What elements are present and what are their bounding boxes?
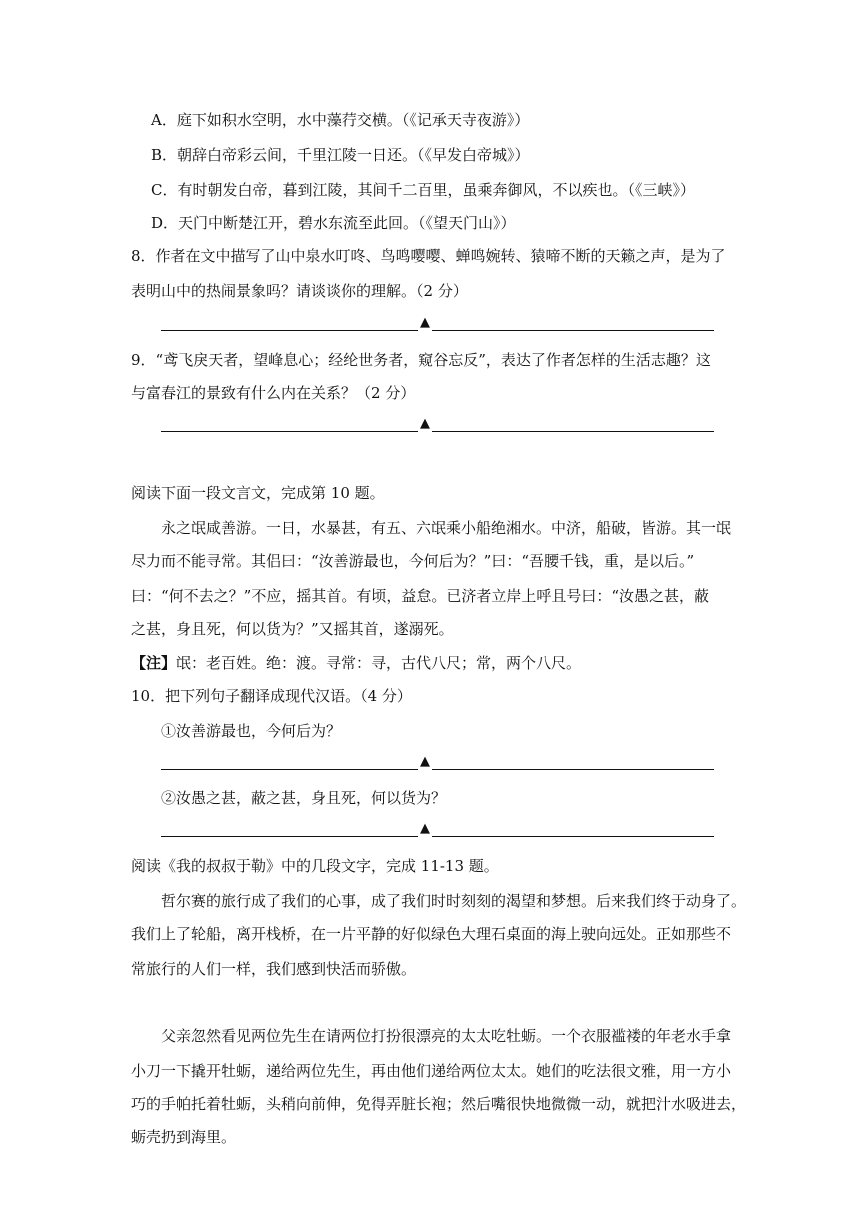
- q7-option-a: A．庭下如积水空明，水中藻荇交横。（《记承天寺夜游》）: [151, 111, 530, 129]
- q9-answer-line[interactable]: [161, 416, 714, 436]
- passage2-line: 常旅行的人们一样，我们感到快活而骄傲。: [131, 960, 417, 978]
- q7-option-d: D．天门中断楚江开，碧水东流至此回。（《望天门山》）: [151, 214, 516, 232]
- answer-underline: [161, 330, 714, 331]
- q10-item1-answer-line[interactable]: [161, 754, 714, 774]
- answer-marker-icon: ▲: [420, 754, 430, 769]
- passage2-line: 哲尔赛的旅行成了我们的心事，成了我们时时刻刻的渴望和梦想。后来我们终于动身了。: [161, 892, 747, 910]
- passage1-line: 尽力而不能寻常。其侣曰：“汝善游最也，今何后为？”曰：“吾腰千钱，重，是以后。”: [131, 552, 695, 570]
- answer-underline: [161, 431, 714, 432]
- q10-item2-answer-line[interactable]: [161, 821, 714, 841]
- q10-question-title: 10．把下列句子翻译成现代汉语。（4 分）: [131, 687, 412, 705]
- answer-underline: [161, 836, 714, 837]
- q8-question-line2: 表明山中的热闹景象吗？请谈谈你的理解。（2 分）: [131, 282, 468, 300]
- note-text: 氓：老百姓。绝：渡。寻常：寻，古代八尺；常，两个八尺。: [176, 654, 582, 672]
- q10-item-1: ①汝善游最也，今何后为？: [161, 722, 342, 740]
- note-label: 【注】: [131, 654, 177, 672]
- answer-marker-icon: ▲: [420, 416, 430, 431]
- passage1-line: 永之氓咸善游。一日，水暴甚，有五、六氓乘小船绝湘水。中济，船破，皆游。其一氓: [161, 519, 732, 537]
- answer-underline: [161, 769, 714, 770]
- passage1-line: 曰：“何不去之？”不应，摇其首。有顷，益怠。已济者立岸上呼且号曰：“汝愚之甚，蔽: [131, 587, 710, 605]
- q9-question-line2: 与富春江的景致有什么内在关系？（2 分）: [131, 384, 416, 402]
- passage2-line: 父亲忽然看见两位先生在请两位打扮很漂亮的太太吃牡蛎。一个衣服褴褛的年老水手拿: [161, 1027, 732, 1045]
- q8-answer-line[interactable]: [161, 315, 714, 335]
- passage1-line: 之甚，身且死，何以货为？”又摇其首，遂溺死。: [131, 620, 454, 638]
- passage2-line: 小刀一下撬开牡蛎，递给两位先生，再由他们递给两位太太。她们的吃法很文雅，用一方小: [131, 1062, 732, 1080]
- q10-item-2: ②汝愚之甚，蔽之甚，身且死，何以货为？: [161, 789, 447, 807]
- q7-option-c: C．有时朝发白帝，暮到江陵，其间千二百里，虽乘奔御风，不以疾也。（《三峡》）: [151, 181, 695, 199]
- q10-section-intro: 阅读下面一段文言文，完成第 10 题。: [131, 484, 385, 502]
- q8-question-line1: 8．作者在文中描写了山中泉水叮咚、鸟鸣嘤嘤、蝉鸣婉转、猿啼不断的天籁之声，是为了: [131, 247, 726, 265]
- q9-question-line1: 9．“鸢飞戾天者，望峰息心；经纶世务者，窥谷忘反”，表达了作者怎样的生活志趣？这: [131, 351, 711, 369]
- annotation-note: [131, 653, 581, 673]
- passage2-line: 巧的手帕托着牡蛎，头稍向前伸，免得弄脏长袍；然后嘴很快地微微一动，就把汁水吸进去，: [131, 1095, 747, 1113]
- answer-marker-icon: ▲: [420, 315, 430, 330]
- passage2-line: 我们上了轮船，离开栈桥，在一片平静的好似绿色大理石桌面的海上驶向远处。正如那些不: [131, 925, 732, 943]
- answer-marker-icon: ▲: [420, 821, 430, 836]
- passage2-line: 蛎壳扔到海里。: [131, 1128, 237, 1146]
- q7-option-b: B．朝辞白帝彩云间，千里江陵一日还。（《早发白帝城》）: [151, 146, 530, 164]
- q11-section-intro: 阅读《我的叔叔于勒》中的几段文字，完成 11-13 题。: [131, 857, 499, 875]
